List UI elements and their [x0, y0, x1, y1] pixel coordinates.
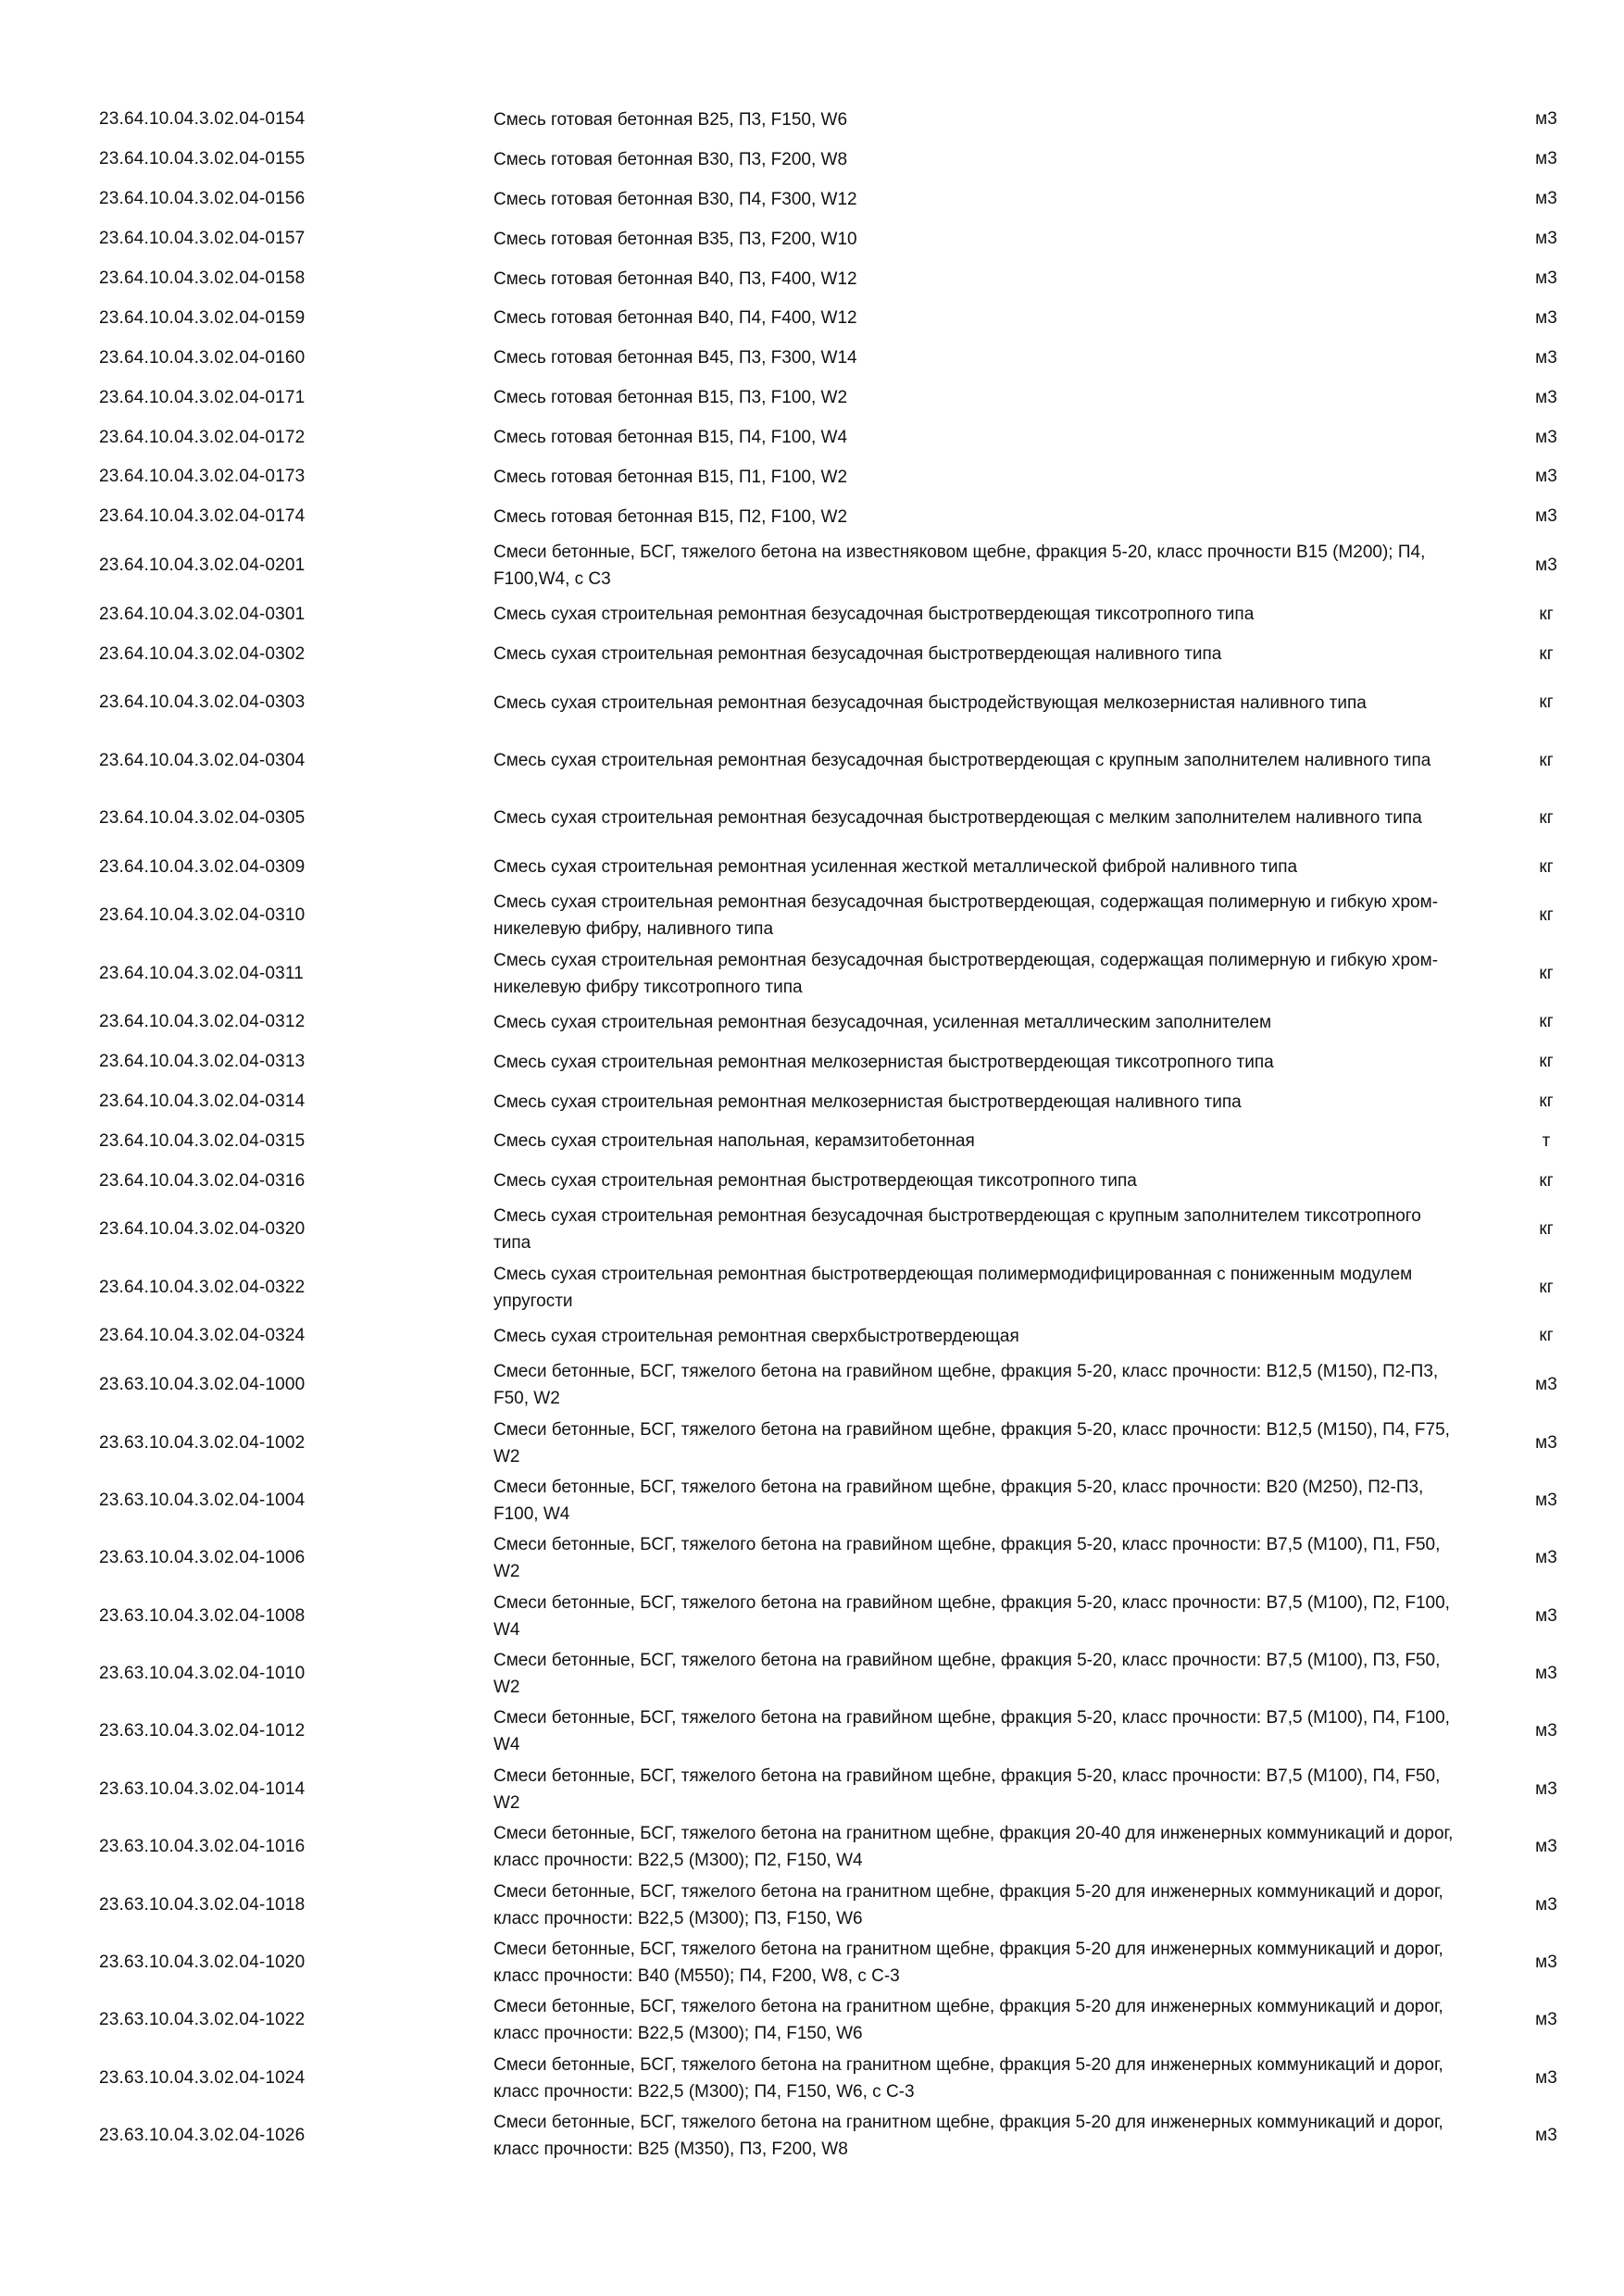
table-row	[0, 1042, 1624, 1082]
row-name: Смеси бетонные, БСГ, тяжелого бетона на гранитном щебне, фракция 5-20 для инженерных коммуникаций и дорог, класс прочности: В22,5 (М300); П3, F150, W6	[493, 1881, 1443, 1928]
row-code: 23.64.10.04.3.02.04-0154	[99, 109, 306, 130]
row-code: 23.64.10.04.3.02.04-0320	[99, 1219, 306, 1240]
row-unit: м3	[1535, 1778, 1557, 1799]
row-unit: кг	[1539, 1170, 1554, 1191]
table-row	[0, 298, 1624, 338]
row-unit: м3	[1535, 2067, 1557, 2088]
row-code: 23.63.10.04.3.02.04-1012	[99, 1721, 306, 1741]
table-row	[0, 537, 1624, 594]
row-name: Смеси бетонные, БСГ, тяжелого бетона на гранитном щебне, фракция 5-20 для инженерных коммуникаций и дорог, класс прочности: В40 (М550); П4, F200, W8, с С-3	[493, 1940, 1443, 1987]
row-name: Смеси бетонные, БСГ, тяжелого бетона на известняковом щебне, фракция 5-20, класс прочности В15 (М200); П4, F100,W4, с С3	[493, 542, 1426, 589]
row-unit: м3	[1535, 149, 1557, 169]
table-row	[0, 1876, 1624, 1933]
row-code: 23.63.10.04.3.02.04-1020	[99, 1953, 306, 1973]
row-unit: кг	[1539, 1219, 1554, 1240]
row-code: 23.64.10.04.3.02.04-0305	[99, 807, 306, 828]
row-unit: м3	[1535, 347, 1557, 368]
table-row	[0, 1529, 1624, 1587]
table-row	[0, 338, 1624, 378]
row-unit: кг	[1539, 604, 1554, 624]
table-row	[0, 674, 1624, 731]
table-row	[0, 497, 1624, 537]
row-code: 23.64.10.04.3.02.04-0313	[99, 1052, 306, 1072]
row-code: 23.64.10.04.3.02.04-0311	[99, 963, 305, 983]
table-row	[0, 594, 1624, 634]
table-row	[0, 1121, 1624, 1161]
row-code: 23.63.10.04.3.02.04-1024	[99, 2067, 306, 2088]
row-code: 23.63.10.04.3.02.04-1006	[99, 1548, 306, 1568]
row-code: 23.64.10.04.3.02.04-0324	[99, 1326, 306, 1346]
row-code: 23.64.10.04.3.02.04-0315	[99, 1130, 306, 1151]
row-name: Смесь сухая строительная напольная, керамзитобетонная	[493, 1131, 975, 1152]
table-row	[0, 790, 1624, 847]
row-unit: м3	[1535, 1894, 1557, 1915]
row-unit: м3	[1535, 1548, 1557, 1568]
row-unit: кг	[1539, 1092, 1554, 1112]
table-row	[0, 1259, 1624, 1316]
table-row	[0, 1703, 1624, 1760]
row-code: 23.64.10.04.3.02.04-0157	[99, 229, 306, 249]
table-row	[0, 887, 1624, 944]
row-name: Смеси бетонные, БСГ, тяжелого бетона на гравийном щебне, фракция 5-20, класс прочности: В7,5 (М100), П1, F50, W2	[493, 1535, 1441, 1582]
row-code: 23.64.10.04.3.02.04-0309	[99, 856, 306, 877]
table-row	[0, 219, 1624, 259]
row-unit: кг	[1539, 693, 1554, 713]
table-row	[0, 1588, 1624, 1645]
row-code: 23.64.10.04.3.02.04-0155	[99, 149, 306, 169]
row-unit: м3	[1535, 2126, 1557, 2146]
row-name: Смеси бетонные, БСГ, тяжелого бетона на гравийном щебне, фракция 5-20, класс прочности: В7,5 (М100), П4, F100, W4	[493, 1708, 1450, 1755]
table-row	[0, 634, 1624, 674]
row-name: Смесь сухая строительная ремонтная сверхбыстротвердеющая	[493, 1326, 1019, 1346]
row-unit: м3	[1535, 506, 1557, 527]
table-row	[0, 259, 1624, 299]
row-code: 23.64.10.04.3.02.04-0160	[99, 347, 306, 368]
table-row	[0, 847, 1624, 887]
table-row	[0, 1201, 1624, 1258]
row-unit: м3	[1535, 1664, 1557, 1684]
row-unit: м3	[1535, 1432, 1557, 1453]
row-name: Смесь сухая строительная ремонтная быстротвердеющая полимермодифицированная с пониженным модулем упругости	[493, 1264, 1413, 1311]
row-unit: м3	[1535, 268, 1557, 288]
row-code: 23.64.10.04.3.02.04-0171	[99, 387, 306, 407]
row-code: 23.63.10.04.3.02.04-1014	[99, 1778, 306, 1799]
row-code: 23.64.10.04.3.02.04-0301	[99, 604, 306, 624]
row-name: Смесь сухая строительная ремонтная безусадочная быстротвердеющая с крупным заполнителем наливного типа	[493, 751, 1431, 771]
row-code: 23.64.10.04.3.02.04-0174	[99, 506, 306, 527]
row-unit: кг	[1539, 905, 1554, 926]
row-code: 23.64.10.04.3.02.04-0310	[99, 905, 306, 926]
table-row	[0, 1934, 1624, 1991]
row-code: 23.63.10.04.3.02.04-1000	[99, 1375, 306, 1395]
row-name: Смесь готовая бетонная В30, П3, F200, W8	[493, 149, 848, 169]
row-code: 23.64.10.04.3.02.04-0302	[99, 643, 306, 664]
row-unit: кг	[1539, 1326, 1554, 1346]
row-unit: кг	[1539, 750, 1554, 770]
row-name: Смеси бетонные, БСГ, тяжелого бетона на гравийном щебне, фракция 5-20, класс прочности: В7,5 (М100), П4, F50, W2	[493, 1766, 1441, 1813]
table-row	[0, 1356, 1624, 1414]
row-name: Смесь готовая бетонная В15, П1, F100, W2	[493, 467, 848, 487]
row-unit: м3	[1535, 1721, 1557, 1741]
row-code: 23.64.10.04.3.02.04-0159	[99, 307, 306, 328]
row-unit: м3	[1535, 555, 1557, 575]
table-row	[0, 2107, 1624, 2165]
row-unit: м3	[1535, 467, 1557, 487]
table-row	[0, 1472, 1624, 1529]
row-name: Смесь готовая бетонная В15, П2, F100, W2	[493, 506, 848, 527]
row-code: 23.64.10.04.3.02.04-0312	[99, 1012, 306, 1032]
row-code: 23.63.10.04.3.02.04-1016	[99, 1837, 306, 1857]
table-row	[0, 100, 1624, 140]
row-unit: м3	[1535, 427, 1557, 447]
table-row	[0, 1316, 1624, 1356]
row-name: Смесь готовая бетонная В25, П3, F150, W6	[493, 109, 848, 130]
table-row	[0, 1414, 1624, 1471]
row-unit: м3	[1535, 1490, 1557, 1510]
row-name: Смесь сухая строительная ремонтная мелкозернистая быстротвердеющая тиксотропного типа	[493, 1052, 1274, 1072]
row-name: Смесь сухая строительная ремонтная быстротвердеющая тиксотропного типа	[493, 1171, 1137, 1192]
materials-table	[0, 100, 1624, 2165]
row-name: Смеси бетонные, БСГ, тяжелого бетона на гранитном щебне, фракция 20-40 для инженерных коммуникаций и дорог, класс прочности: В22,5 (М300); П2, F150, W4	[493, 1824, 1454, 1871]
row-code: 23.63.10.04.3.02.04-1010	[99, 1664, 306, 1684]
row-unit: кг	[1539, 643, 1554, 664]
row-name: Смесь готовая бетонная В35, П3, F200, W10	[493, 229, 857, 249]
row-code: 23.64.10.04.3.02.04-0304	[99, 750, 306, 770]
table-row	[0, 140, 1624, 180]
table-row	[0, 457, 1624, 497]
row-unit: м3	[1535, 2010, 1557, 2030]
row-code: 23.64.10.04.3.02.04-0322	[99, 1277, 306, 1297]
row-name: Смесь сухая строительная ремонтная безусадочная быстротвердеющая наливного типа	[493, 644, 1222, 665]
row-name: Смеси бетонные, БСГ, тяжелого бетона на гравийном щебне, фракция 5-20, класс прочности: В7,5 (М100), П3, F50, W2	[493, 1651, 1441, 1698]
row-code: 23.63.10.04.3.02.04-1004	[99, 1490, 306, 1510]
row-name: Смеси бетонные, БСГ, тяжелого бетона на гранитном щебне, фракция 5-20 для инженерных коммуникаций и дорог, класс прочности: В22,5 (М300); П4, F150, W6	[493, 1997, 1443, 2044]
row-name: Смесь сухая строительная ремонтная усиленная жесткой металлической фиброй наливного типа	[493, 857, 1298, 878]
row-unit: м3	[1535, 1605, 1557, 1626]
row-code: 23.64.10.04.3.02.04-0158	[99, 268, 306, 288]
table-row	[0, 731, 1624, 789]
row-unit: м3	[1535, 307, 1557, 328]
table-row	[0, 1761, 1624, 1818]
row-code: 23.64.10.04.3.02.04-0314	[99, 1092, 306, 1112]
row-name: Смесь сухая строительная ремонтная безусадочная, усиленная металлическим заполнителем	[493, 1012, 1272, 1032]
row-unit: т	[1542, 1130, 1551, 1151]
row-name: Смесь готовая бетонная В40, П4, F400, W12	[493, 308, 857, 329]
table-row	[0, 1818, 1624, 1876]
row-code: 23.63.10.04.3.02.04-1018	[99, 1894, 306, 1915]
row-name: Смесь сухая строительная ремонтная безусадочная быстродействующая мелкозернистая наливного типа	[493, 693, 1367, 713]
table-row	[0, 2050, 1624, 2107]
table-row	[0, 1991, 1624, 2049]
row-code: 23.64.10.04.3.02.04-0316	[99, 1170, 306, 1191]
row-name: Смесь сухая строительная ремонтная безусадочная быстротвердеющая с мелким заполнителем наливного типа	[493, 808, 1422, 829]
row-unit: м3	[1535, 1375, 1557, 1395]
row-unit: м3	[1535, 229, 1557, 249]
row-name: Смесь готовая бетонная В30, П4, F300, W12	[493, 189, 857, 209]
row-code: 23.64.10.04.3.02.04-0201	[99, 555, 306, 575]
row-code: 23.64.10.04.3.02.04-0303	[99, 693, 306, 713]
row-name: Смеси бетонные, БСГ, тяжелого бетона на гранитном щебне, фракция 5-20 для инженерных коммуникаций и дорог, класс прочности: В22,5 (М300); П4, F150, W6, с С-3	[493, 2054, 1443, 2102]
row-name: Смеси бетонные, БСГ, тяжелого бетона на гравийном щебне, фракция 5-20, класс прочности: В7,5 (М100), П2, F100, W4	[493, 1592, 1450, 1640]
row-code: 23.63.10.04.3.02.04-1022	[99, 2010, 306, 2030]
row-unit: кг	[1539, 1052, 1554, 1072]
row-code: 23.63.10.04.3.02.04-1026	[99, 2126, 306, 2146]
table-row	[0, 418, 1624, 457]
table-row	[0, 1645, 1624, 1703]
row-name: Смесь готовая бетонная В15, П3, F100, W2	[493, 388, 848, 408]
row-code: 23.64.10.04.3.02.04-0173	[99, 467, 306, 487]
row-name: Смеси бетонные, БСГ, тяжелого бетона на гравийном щебне, фракция 5-20, класс прочности: В20 (М250), П2-П3, F100, W4	[493, 1477, 1424, 1524]
row-name: Смесь готовая бетонная В40, П3, F400, W12	[493, 268, 857, 289]
row-code: 23.63.10.04.3.02.04-1008	[99, 1605, 306, 1626]
row-unit: м3	[1535, 1953, 1557, 1973]
table-row	[0, 180, 1624, 219]
row-unit: м3	[1535, 189, 1557, 209]
row-name: Смесь сухая строительная ремонтная безусадочная быстротвердеющая с крупным заполнителем тиксотропного типа	[493, 1206, 1421, 1254]
row-code: 23.64.10.04.3.02.04-0172	[99, 427, 306, 447]
row-unit: м3	[1535, 387, 1557, 407]
row-name: Смесь сухая строительная ремонтная безусадочная быстротвердеющая, содержащая полимерную и гибкую хром-никелевую фибру тиксотропного типа	[493, 950, 1439, 997]
row-name: Смесь сухая строительная ремонтная безусадочная быстротвердеющая тиксотропного типа	[493, 605, 1255, 625]
table-row	[0, 1161, 1624, 1201]
row-unit: м3	[1535, 109, 1557, 130]
table-row	[0, 1003, 1624, 1042]
row-name: Смесь сухая строительная ремонтная мелкозернистая быстротвердеющая наливного типа	[493, 1092, 1242, 1112]
row-unit: кг	[1539, 807, 1554, 828]
table-row	[0, 1082, 1624, 1122]
row-unit: кг	[1539, 1012, 1554, 1032]
row-unit: кг	[1539, 963, 1554, 983]
row-name: Смесь готовая бетонная В45, П3, F300, W14	[493, 348, 857, 368]
row-unit: кг	[1539, 856, 1554, 877]
table-row	[0, 944, 1624, 1002]
row-name: Смеси бетонные, БСГ, тяжелого бетона на гравийном щебне, фракция 5-20, класс прочности: В12,5 (М150), П2-П3, F50, W2	[493, 1362, 1439, 1409]
table-row	[0, 378, 1624, 418]
row-name: Смесь готовая бетонная В15, П4, F100, W4	[493, 428, 848, 448]
row-code: 23.64.10.04.3.02.04-0156	[99, 189, 306, 209]
row-name: Смеси бетонные, БСГ, тяжелого бетона на гравийном щебне, фракция 5-20, класс прочности: В12,5 (М150), П4, F75, W2	[493, 1419, 1450, 1466]
row-unit: кг	[1539, 1277, 1554, 1297]
row-code: 23.63.10.04.3.02.04-1002	[99, 1432, 306, 1453]
row-unit: м3	[1535, 1837, 1557, 1857]
row-name: Смеси бетонные, БСГ, тяжелого бетона на гранитном щебне, фракция 5-20 для инженерных коммуникаций и дорог, класс прочности: В25 (М350), П3, F200, W8	[493, 2113, 1443, 2160]
row-name: Смесь сухая строительная ремонтная безусадочная быстротвердеющая, содержащая полимерную и гибкую хром-никелевую фибру, наливного типа	[493, 892, 1439, 940]
